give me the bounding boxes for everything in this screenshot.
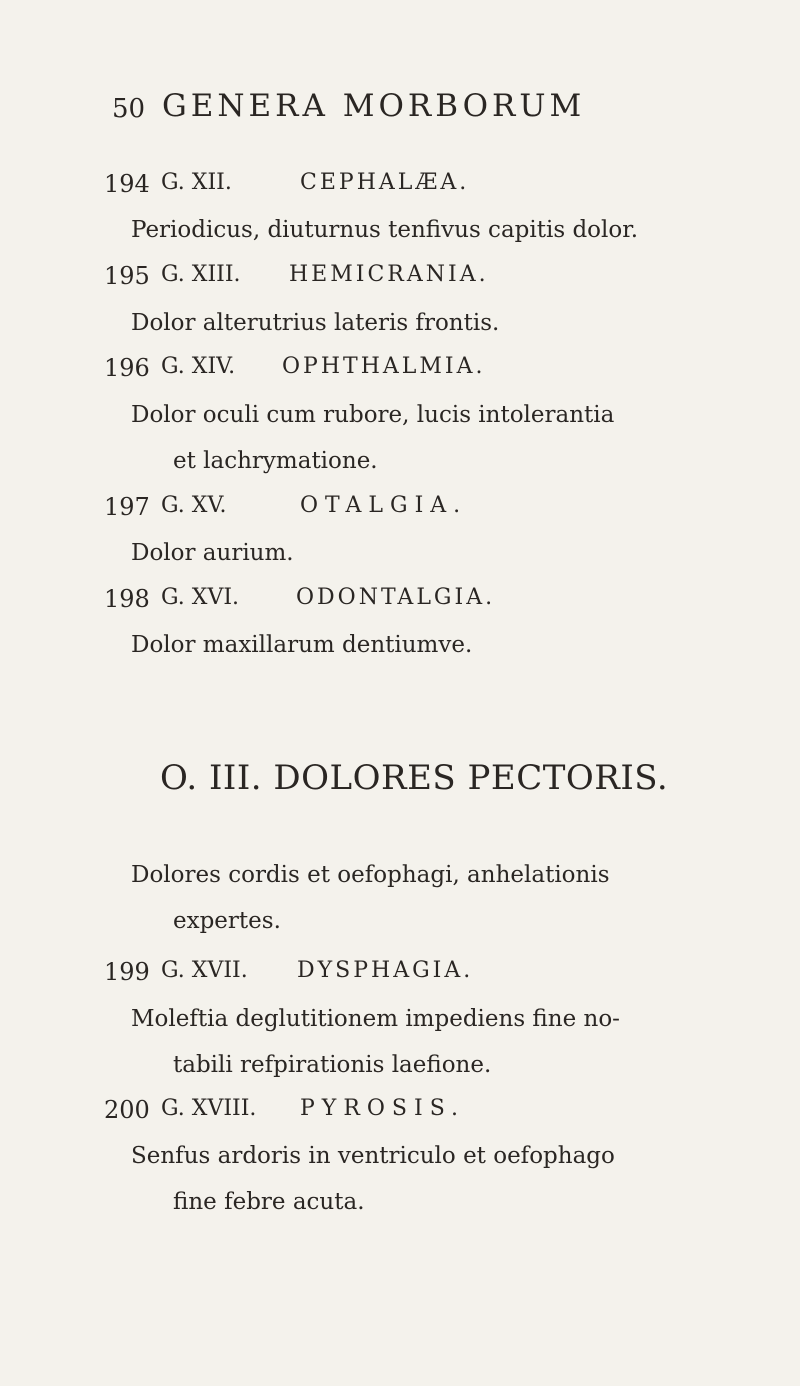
definition-line: tabili refpirationis laefione. <box>173 1052 492 1078</box>
genus-name: PYROSIS. <box>300 1096 465 1121</box>
running-head <box>112 88 752 132</box>
entry-definition <box>131 622 472 668</box>
entry-number: 194 <box>104 170 150 198</box>
description-line: Dolores cordis et oefophagi, anhelationis <box>131 862 610 888</box>
definition-line: Dolor alterutrius lateris frontis. <box>131 310 500 336</box>
definition-line: et lachrymatione. <box>173 448 378 474</box>
entry-definition <box>131 530 294 576</box>
entry-number: 200 <box>104 1096 150 1124</box>
entry-number: 199 <box>104 958 150 986</box>
entry-number: 197 <box>104 493 150 521</box>
genus-name: ODONTALGIA. <box>296 585 496 610</box>
genus-name: CEPHALÆA. <box>300 170 470 195</box>
genus-code: G. XII. <box>161 170 232 195</box>
entry-number: 198 <box>104 585 150 613</box>
genus-code: G. XV. <box>161 493 227 518</box>
definition-line: Moleftia deglutitionem impediens fine no- <box>131 1006 620 1032</box>
entry-definition <box>131 300 499 346</box>
genus-code: G. XIV. <box>161 354 236 379</box>
definition-line: fine febre acuta. <box>173 1189 365 1215</box>
entry-definition <box>131 996 620 1088</box>
genus-name: HEMICRANIA. <box>289 262 489 287</box>
definition-line: Dolor aurium. <box>131 540 294 566</box>
entry-definition <box>131 207 638 253</box>
genus-code: G. XVII. <box>161 958 248 983</box>
definition-line: Dolor maxillarum dentiumve. <box>131 632 473 658</box>
genus-name: OPHTHALMIA. <box>282 354 486 379</box>
definition-line: Periodicus, diuturnus tenfivus capitis dolor. <box>131 217 638 243</box>
genus-code: G. XVIII. <box>161 1096 257 1121</box>
entry-definition <box>131 1133 615 1225</box>
entry-number: 196 <box>104 354 150 382</box>
entry-number: 195 <box>104 262 150 290</box>
definition-line: Dolor oculi cum rubore, lucis intolerantia <box>131 402 615 428</box>
order-heading: O. III. DOLORES PECTORIS. <box>160 758 669 798</box>
genus-code: G. XIII. <box>161 262 241 287</box>
definition-line: Senfus ardoris in ventriculo et oefophago <box>131 1143 615 1169</box>
genus-name: DYSPHAGIA. <box>297 958 474 983</box>
genus-name: OTALGIA. <box>300 493 468 518</box>
genus-code: G. XVI. <box>161 585 240 610</box>
page-number: 50 <box>112 94 146 124</box>
description-line: expertes. <box>173 908 281 934</box>
running-title: GENERA MORBORUM <box>162 88 586 124</box>
order-description <box>131 852 610 944</box>
entry-definition <box>131 392 614 484</box>
